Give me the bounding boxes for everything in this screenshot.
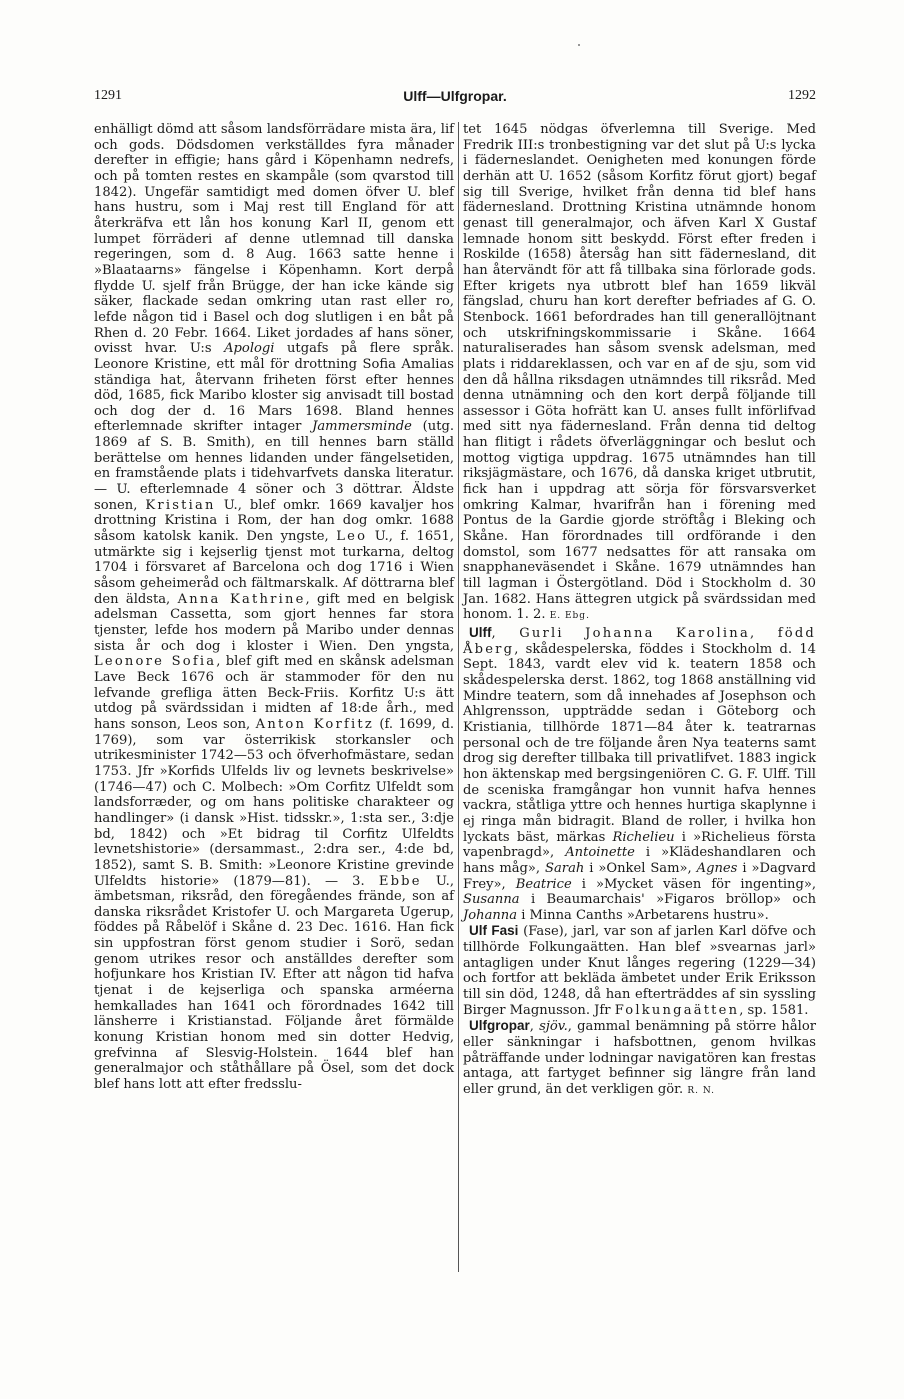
title-jammersminde: Jammersminde <box>312 419 412 435</box>
abbrev-sjov: sjöv. <box>539 1019 568 1035</box>
page-header <box>94 88 816 108</box>
running-head: Ulff—Ulfgropar. <box>403 88 507 104</box>
entry-ulff: Ulff, Gurli Johanna Karolina, född Åberg, skådespelerska, föddes i Stockholm d. 14 Sept. 1843, vardt elev vid k. teatern 1858 och skådespelerska derst. 1862, tog 1868 anställning vid Mindre teatern, som då innehades af Josephson och Ahlgrensson, uppträdde sedan i Göteborg och Kristiania, tillhörde 1871—84 åter k. teatrarnas personal och de tre följande åren Nya teaterns samt drog sig derefter tillbaka till privatlifvet. 1883 ingick hon äktenskap med bergsingeniören C. G. F. Ulff. Till de sceniska framgångar hon vunnit hafva hennes vackra, ståtliga yttre och hennes hurtiga skaplynne i ej ringa mån bidragit. Bland de roller, i hvilka hon lyckats bäst, märkas Richelieu i »Richelieus första vapenbragd», Antoinette i »Klädeshandlaren och hans måg», Sarah i »Onkel Sam», Agnes i »Dagvard Frey», Beatrice i »Mycket väsen för ingenting», Susanna i Beaumarchais' »Figaros bröllop» och Johanna i Minna Canths »Arbetarens hustru». <box>463 625 817 923</box>
article-ulfeldt-continued: enhälligt dömd att såsom landsförrädare mista ära, lif och gods. Dödsdomen verkställdes fyra månader derefter in effigie; hans gård i Köpenhamn nedrefs, och på tomten restes en skampåle (som qvarstod till 1842). Ungefär samtidigt med domen öfver U. blef hans hustru, som i Maj rest till England för att återkräfva ett lån hos konung Karl II, genom ett lumpet förräderi af denne utlemnad till danska regeringen, som d. 8 Aug. 1663 satte henne i »Blaataarns» fängelse i Köpenhamn. Kort derpå flydde U. sjelf från Brügge, der han icke kände sig säker, flackade sedan omkring utan rast eller ro, lefde någon tid i Basel och dog slutligen i en båt på Rhen d. 20 Febr. 1664. Liket jordades af hans söner, ovisst hvar. U:s Apologi utgafs på flere språk. Leonore Kristine, ett mål för drottning Sofia Amalias ständiga hat, återvann friheten först efter hennes död, 1685, fick Maribo kloster sig anvisadt till bostad och dog der d. 16 Mars 1698. Bland hennes efterlemnade skrifter intager Jammersminde (utg. 1869 af S. B. Smith), en till hennes barn ställd berättelse om hennes lidanden under fängelsetiden, en framstående plats i tidehvarfvets danska literatur. — U. efterlemnade 4 söner och 3 döttrar. Äldste sonen, Kristian U., blef omkr. 1669 kavaljer hos drottning Kristina i Rom, der han dog omkr. 1688 såsom katolsk kanik. Den yngste, Leo U., f. 1651, utmärkte sig i kejserlig tjenst mot turkarna, deltog 1704 i försvaret af Barcelona och dog 1716 i Wien såsom geheimeråd och fältmarskalk. Af döttrarna blef den äldsta, Anna Kathrine, gift med en belgisk adelsman Cassetta, som gjort hennes far stora tjenster, lefde hos modern på Maribo under dennas sista år och dog i kloster i Wien. Den yngsta, Leonore Sofia, blef gift med en skånsk adelsman Lave Beck 1676 och är stammoder för den nu lefvande grefliga ätten Beck-Friis. Korfitz U:s ätt utdog på svärdssidan i midten af 18:de årh., med hans sonson, Leos son, Anton Korfitz (f. 1699, d. 1769), som var österrikisk storkansler och utrikesminister 1742—53 och öfverhofmästare, sedan 1753. Jfr »Korfids Ulfelds liv og levnets beskrivelse» (1746—47) och C. Molbech: »Om Corfitz Ulfeldt som landsforræder, og om hans politiske charakteer og handlinger» (i dansk »Hist. tidsskr.», 1:sta ser., 3:dje bd, 1842) och »Et bidrag til Corfitz Ulfeldts levnetshistorie» (dersammast., 2:dra ser., 4:de bd, 1852), samt S. B. Smith: »Leonore Kristine grevinde Ulfeldts historie» (1879—81). — 3. Ebbe U., ämbetsman, riksråd, den föregåendes frände, son af danska riksrådet Kristofer U. och Margareta Ugerup, föddes på Råbelöf i Skåne d. 23 Dec. 1616. Han fick sin uppfostran först genom studier i Sorö, sedan genom utrikes resor och anställdes derefter som hofjunkare hos Kristian IV. Efter att någon tid hafva tjenat i de kejserliga och spanska arméerna hemkallades han 1641 och förordnades 1642 till länsherre i Kristianstad. Följande året förmälde konung Kristian honom med sin dotter Hedvig, grefvinna af Slesvig-Holstein. 1644 blef han generalmajor och ståthållare på Ösel, som det dock blef hans lott att efter fredsslu- <box>94 122 455 1093</box>
title-apologi: Apologi <box>224 341 275 357</box>
page-number-right: 1292 <box>788 88 816 103</box>
name-kristian: Kristian <box>145 497 216 513</box>
name-aberg: Åberg <box>463 641 515 657</box>
name-leonore-sofia: Leonore Sofia <box>94 654 217 670</box>
name-anna-kathrine: Anna Kathrine <box>177 591 306 607</box>
headword-ulff: Ulff <box>469 625 492 640</box>
entry-ulfgropar: Ulfgropar, sjöv., gammal benämning på större hålor eller sänkningar i hafsbottnen, genom hvilkas påträffande under lodningar navigatören kan frestas antaga, att fartyget befinner sig längre från land eller grund, än det verkligen gör. R. N. <box>463 1018 816 1098</box>
column-divider <box>458 122 459 1272</box>
right-column <box>463 122 816 1100</box>
print-speck <box>578 44 580 46</box>
author-signature-ebg: E. Ebg. <box>549 611 590 622</box>
entry-ulf-fasi: Ulf Fasi (Fase), jarl, var son af jarlen Karl döfve och tillhörde Folkungaätten. Han blef »svearnas jarl» antagligen under Knut långes regering (1229—34) och fortfor att bekläda ämbetet under Erik Eriksson till sin död, 1248, då han efterträddes af sin syssling Birger Magnusson. Jfr Folkungaätten, sp. 1581. <box>463 923 817 1018</box>
page-number-left: 1291 <box>94 88 122 103</box>
crossref-folkungaatten: Folkungaätten <box>614 1002 740 1018</box>
name-anton-korfitz: Anton Korfitz <box>255 716 374 732</box>
name-leo: Leo <box>336 529 368 545</box>
left-column <box>94 122 454 1093</box>
article-ebbe-ulfeldt-continued: tet 1645 nödgas öfverlemna till Sverige. Med Fredrik III:s tronbestigning var det slut på U:s lycka i fäderneslandet. Oenigheten med konungen förde derhän att U. 1652 (såsom Korfitz förut gjort) begaf sig till Sverige, hvilket från denna tid blef hans fädernesland. Drottning Kristina utnämnde honom genast till generalmajor, och äfven Karl X Gustaf lemnade honom sitt beskydd. Först efter freden i Roskilde (1658) återsåg han sitt fädernesland, dit han återvändt för att få tillbaka sina förlorade gods. Efter krigets nya utbrott blef han 1659 likväl fängslad, churu han kort derefter befriades af G. O. Stenbock. 1661 befordrades han till generallöjtnant och utskrifningskommissarie i Skåne. 1664 naturaliserades han såsom svensk adelsman, med plats i riddareklassen, och var en af de sju, som vid den då hållna riksdagen utnämndes till riksråd. Med denna utnämning och den kort derpå följande till assessor i Göta hofrätt kan U. anses fullt införlifvad med sitt nya fädernesland. Från denna tid deltog han flitigt i rådets öfverläggningar och beslut och mottog vigtiga uppdrag. 1675 utnämndes han till riksjägmästare, och 1676, då danska kriget utbrutit, fick han i uppdrag att sörja för försvarsverket omkring Kalmar, hvarifrån han i förening med Pontus de la Gardie gjorde ströftåg i Bleking och Skåne. Han förordnades till ordförande i den domstol, som 1677 nedsattes för att ransaka om snapphaneväsendet i Skåne. 1679 utnämndes han till lagman i Östergötland. Död i Stockholm d. 30 Jan. 1682. Hans ättegren utgick på svärdssidan med honom. 1. 2. E. Ebg. <box>463 122 816 623</box>
headword-ulf-fasi: Ulf Fasi <box>469 923 519 939</box>
name-ebbe: Ebbe <box>378 873 422 889</box>
author-signature-rn: R. N. <box>687 1086 715 1097</box>
headword-ulfgropar: Ulfgropar <box>469 1018 530 1034</box>
